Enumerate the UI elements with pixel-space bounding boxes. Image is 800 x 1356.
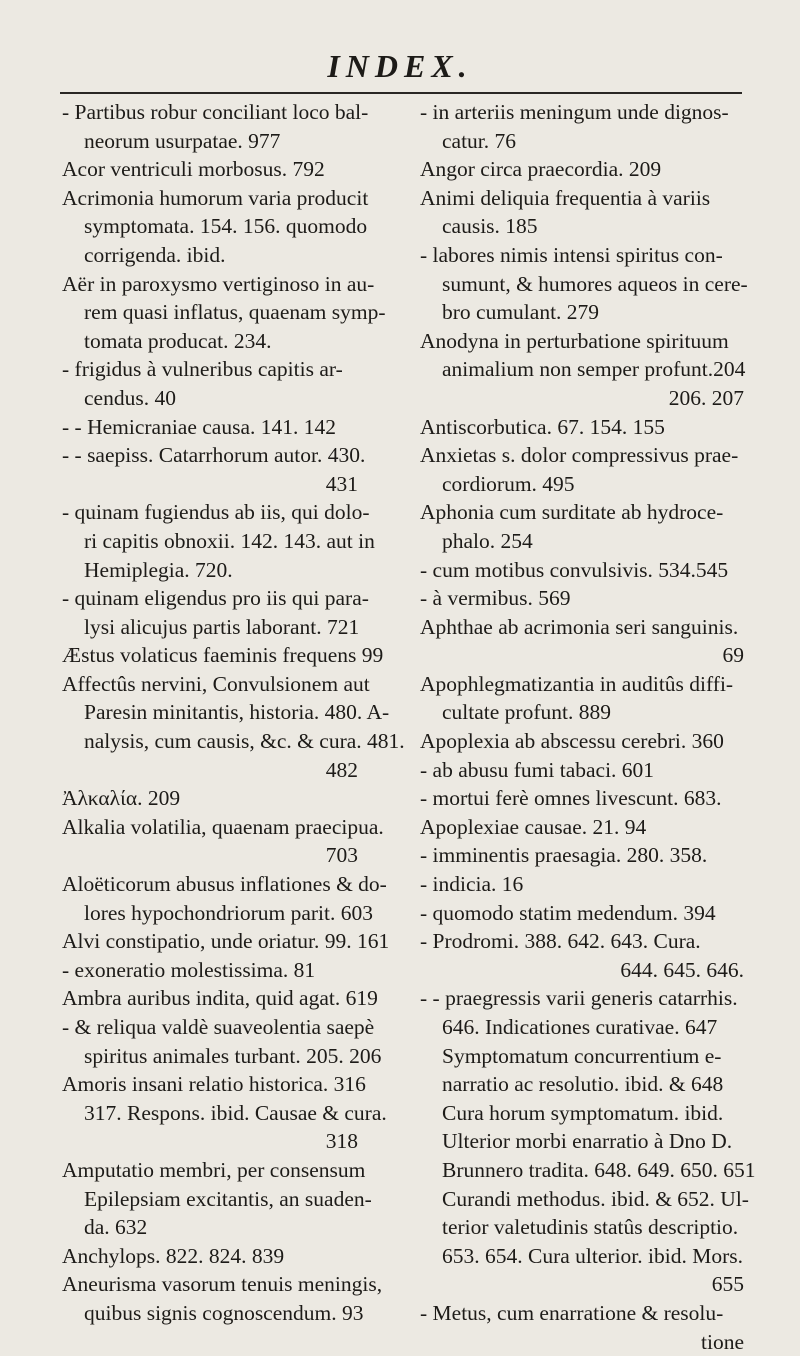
- index-entry-line: Aloëticorum abusus inflationes & do-: [62, 872, 387, 897]
- index-entry-line: causis. 185: [442, 214, 538, 239]
- index-entry-line: Aphthae ab acrimonia seri sanguinis.: [420, 614, 739, 639]
- index-entry-line: Apophlegmatizantia in auditûs diffi-: [420, 671, 734, 696]
- index-entry-line: - quinam fugiendus ab iis, qui dolo-: [62, 500, 370, 525]
- index-entry-line: 206. 207: [668, 385, 744, 410]
- index-entry-line: Anodyna in perturbatione spirituum: [420, 328, 729, 353]
- index-entry-line: cultate profunt. 889: [442, 700, 611, 725]
- index-entry-line: - frigidus à vulneribus capitis ar-: [62, 357, 343, 382]
- index-entry-line: Anxietas s. dolor compressivus prae-: [420, 443, 739, 468]
- index-entry-line: Affectûs nervini, Convulsionem aut: [62, 671, 370, 696]
- index-entry-line: sumunt, & humores aqueos in cere-: [442, 271, 748, 296]
- index-entry-line: - - Hemicraniae causa. 141. 142: [62, 414, 337, 439]
- index-entry-line: Apoplexia ab abscessu cerebri. 360: [420, 729, 724, 754]
- index-entry-line: narratio ac resolutio. ibid. & 648: [442, 1072, 724, 1097]
- index-entry-line: - - saepiss. Catarrhorum autor. 430.: [62, 443, 366, 468]
- index-entry-line: Curandi methodus. ibid. & 652. Ul-: [442, 1186, 749, 1211]
- index-entry-line: Apoplexiae causae. 21. 94: [420, 814, 647, 839]
- index-entry-line: - imminentis praesagia. 280. 358.: [420, 843, 708, 868]
- index-entry-line: cordiorum. 495: [442, 471, 575, 496]
- index-entry-line: Alkalia volatilia, quaenam praecipua.: [62, 814, 384, 839]
- index-entry-line: Ulterior morbi enarratio à Dno D.: [442, 1129, 733, 1154]
- index-entry-line: Amoris insani relatio historica. 316: [62, 1072, 366, 1097]
- index-entry-line: Acor ventriculi morbosus. 792: [62, 157, 325, 182]
- index-entry-line: lysi alicujus partis laborant. 721: [84, 614, 360, 639]
- left-index-column: [62, 98, 405, 1328]
- index-entry-line: Amputatio membri, per consensum: [62, 1157, 366, 1182]
- index-entry-line: 317. Respons. ibid. Causae & cura.: [84, 1100, 387, 1125]
- index-entry-line: 69: [722, 643, 744, 668]
- index-entry-line: - Partibus robur conciliant loco bal-: [62, 100, 369, 124]
- index-entry-line: Aër in paroxysmo vertiginoso in au-: [62, 271, 375, 296]
- index-entry-line: Epilepsiam excitantis, an suaden-: [84, 1186, 372, 1211]
- page-title: INDEX.: [327, 48, 473, 84]
- index-entry-line: tione: [701, 1329, 744, 1354]
- index-entry-line: Animi deliquia frequentia à variis: [420, 185, 711, 210]
- index-entry-line: Cura horum symptomatum. ibid.: [442, 1100, 724, 1125]
- index-entry-line: - labores nimis intensi spiritus con-: [420, 242, 723, 267]
- index-entry-line: neorum usurpatae. 977: [84, 128, 281, 153]
- index-entry-line: - & reliqua valdè suaveolentia saepè: [62, 1015, 375, 1039]
- index-entry-line: terior valetudinis statûs descriptio.: [442, 1215, 739, 1240]
- index-entry-line: rem quasi inflatus, quaenam symp-: [84, 300, 386, 325]
- index-entry-line: da. 632: [84, 1215, 148, 1240]
- index-entry-line: spiritus animales turbant. 205. 206: [84, 1043, 382, 1068]
- index-entry-line: - in arteriis meningum unde dignos-: [420, 100, 729, 124]
- index-entry-line: Aphonia cum surditate ab hydroce-: [420, 500, 724, 525]
- index-entry-line: Angor circa praecordia. 209: [420, 157, 662, 182]
- index-entry-line: Æstus volaticus faeminis frequens 99: [62, 643, 384, 668]
- index-entry-line: - ab abusu fumi tabaci. 601: [420, 757, 655, 782]
- index-entry-line: Antiscorbutica. 67. 154. 155: [420, 414, 665, 439]
- index-entry-line: 644. 645. 646.: [620, 957, 744, 982]
- index-entry-line: 655: [711, 1272, 744, 1297]
- index-entry-line: phalo. 254: [442, 528, 533, 553]
- index-entry-line: - exoneratio molestissima. 81: [62, 957, 316, 982]
- index-entry-line: 653. 654. Cura ulterior. ibid. Mors.: [442, 1243, 743, 1268]
- index-entry-line: catur. 76: [442, 128, 517, 153]
- index-entry-line: Acrimonia humorum varia producit: [62, 185, 369, 210]
- index-entry-line: - Prodromi. 388. 642. 643. Cura.: [420, 929, 701, 954]
- index-entry-line: - à vermibus. 569: [420, 586, 571, 611]
- index-entry-line: - - praegressis varii generis catarrhis.: [420, 986, 738, 1011]
- index-entry-line: Brunnero tradita. 648. 649. 650. 651: [442, 1157, 756, 1182]
- index-entry-line: corrigenda. ibid.: [84, 242, 226, 267]
- index-entry-line: 318: [325, 1129, 358, 1154]
- index-entry-line: bro cumulant. 279: [442, 300, 600, 325]
- index-entry-line: lores hypochondriorum parit. 603: [84, 900, 374, 925]
- index-entry-line: Ἀλκαλία. 209: [62, 786, 181, 811]
- index-entry-line: Aneurisma vasorum tenuis meningis,: [62, 1272, 383, 1297]
- index-entry-line: Alvi constipatio, unde oriatur. 99. 161: [62, 929, 390, 954]
- index-entry-line: quibus signis cognoscendum. 93: [84, 1300, 364, 1325]
- index-entry-line: Hemiplegia. 720.: [84, 557, 233, 582]
- index-entry-line: tomata producat. 234.: [84, 328, 272, 353]
- index-entry-line: - quinam eligendus pro iis qui para-: [62, 586, 369, 611]
- index-entry-line: - cum motibus convulsivis. 534.545: [420, 557, 729, 582]
- index-entry-line: animalium non semper profunt.204: [442, 357, 746, 382]
- index-entry-line: cendus. 40: [84, 385, 176, 410]
- right-index-column: [420, 98, 756, 1356]
- index-entry-line: Anchylops. 822. 824. 839: [62, 1243, 285, 1268]
- index-entry-line: Paresin minitantis, historia. 480. A-: [84, 700, 390, 725]
- index-entry-line: Symptomatum concurrentium e-: [442, 1043, 722, 1068]
- title-rule: [60, 92, 742, 94]
- index-entry-line: - quomodo statim medendum. 394: [420, 900, 716, 925]
- index-entry-line: 482: [325, 757, 358, 782]
- index-entry-line: symptomata. 154. 156. quomodo: [84, 214, 368, 239]
- index-entry-line: 646. Indicationes curativae. 647: [442, 1015, 718, 1039]
- index-entry-line: 703: [325, 843, 358, 868]
- index-entry-line: - Metus, cum enarratione & resolu-: [420, 1300, 724, 1325]
- index-entry-line: ri capitis obnoxii. 142. 143. aut in: [84, 528, 375, 553]
- index-entry-line: 431: [325, 471, 358, 496]
- index-entry-line: nalysis, cum causis, &c. & cura. 481.: [84, 729, 405, 754]
- index-entry-line: Ambra auribus indita, quid agat. 619: [62, 986, 378, 1011]
- index-entry-line: - mortui ferè omnes livescunt. 683.: [420, 786, 722, 811]
- index-entry-line: - indicia. 16: [420, 872, 524, 897]
